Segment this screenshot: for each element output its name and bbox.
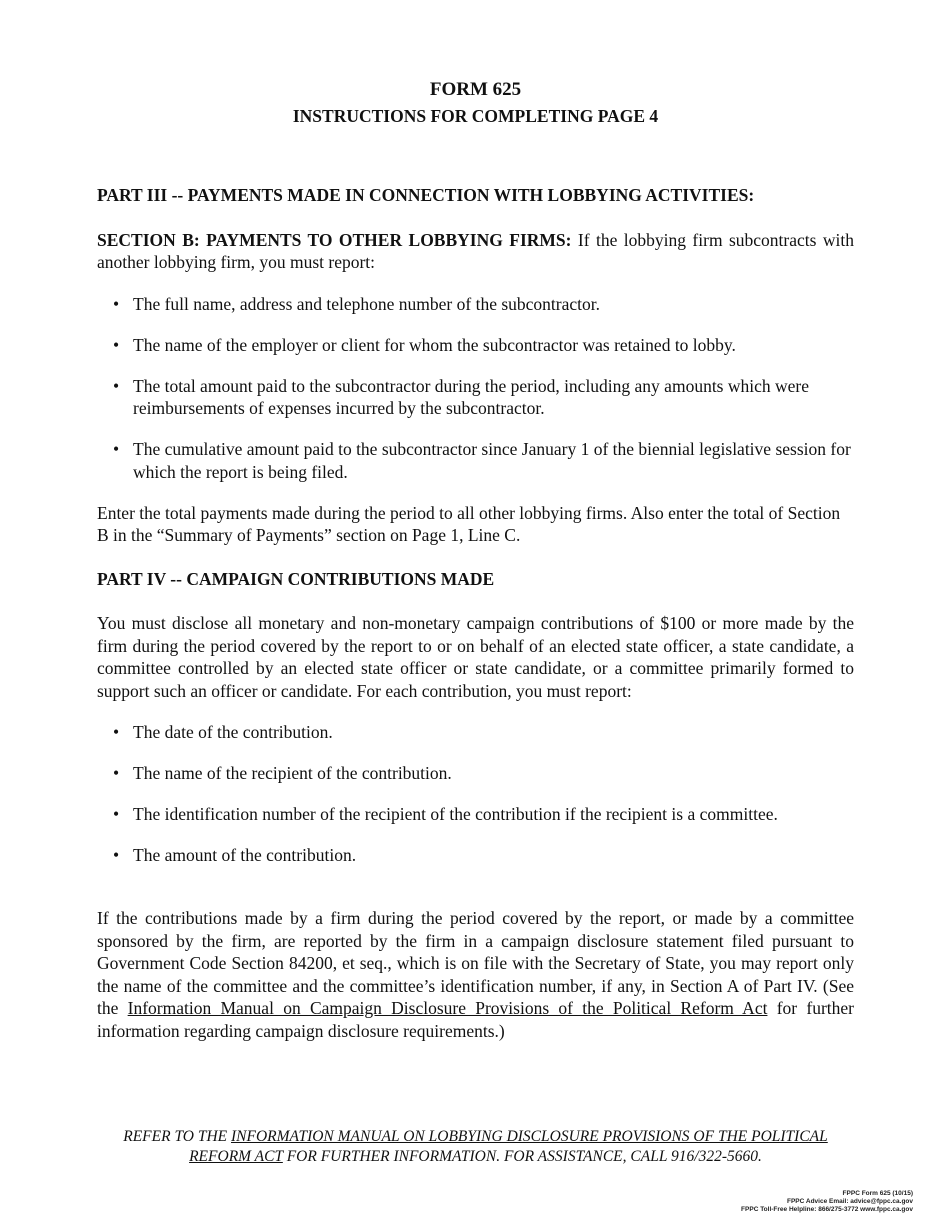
document-page	[97, 78, 854, 1042]
list-item: • The name of the recipient of the contribution.	[113, 763, 452, 784]
list-item: • The name of the employer or client for whom the subcontractor was retained to lobby.	[113, 334, 736, 355]
list-item: • The amount of the contribution.	[113, 845, 357, 866]
helpline: FPPC Toll-Free Helpline: 866/275-3772 www.fppc.ca.gov	[741, 1206, 913, 1213]
part-iv-heading: PART IV -- CAMPAIGN CONTRIBUTIONS MADE	[97, 569, 495, 590]
list-item: • The date of the contribution.	[113, 722, 333, 743]
part-iv-closing-paragraph: If the contributions made by a firm during the period covered by the report, or made by a committee sponsored by the firm, are reported by the firm in a campaign disclosure statement filed pursuant to Government Code Section 84200, et seq., which is on file with the Secretary of State, you may report only the name of the committee and the committee’s identification number, if any, in Section A of Part IV. (See the Information Manual on Campaign Disclosure Provisions of the Political Reform Act for further information regarding campaign disclosure requirements.)	[97, 908, 854, 1041]
list-item: • The cumulative amount paid to the subcontractor since January 1 of the biennial legislative session for which the report is being filed.	[113, 439, 851, 482]
section-b-text: If the lobbying firm subcontracts with another lobbying firm, you must report:	[97, 230, 854, 273]
bullet-icon: •	[113, 293, 120, 314]
bullet-icon: •	[113, 375, 120, 396]
contribution-report-list	[97, 721, 854, 866]
campaign-manual-link[interactable]: Information Manual on Campaign Disclosure Provisions of the Political Reform Act	[127, 998, 768, 1019]
refer-note: REFER TO THE INFORMATION MANUAL ON LOBBYING DISCLOSURE PROVISIONS OF THE POLITICAL REFORM ACT FOR FURTHER INFORMATION. FOR ASSISTANCE, CALL 916/322-5660.	[123, 1128, 828, 1165]
part-iii-heading: PART III -- PAYMENTS MADE IN CONNECTION WITH LOBBYING ACTIVITIES:	[97, 185, 755, 205]
subcontractor-report-list	[97, 293, 854, 483]
form-title: FORM 625	[429, 79, 522, 100]
section-b-closing-paragraph: Enter the total payments made during the period to all other lobbying firms. Also enter the total of Section B in the “Summary of Payments” section on Page 1, Line C.	[97, 502, 841, 546]
section-b-paragraph	[97, 229, 854, 274]
form-id: FPPC Form 625 (10/15)	[842, 1190, 913, 1197]
fppc-footer	[741, 1190, 913, 1214]
part-iv-intro-paragraph: You must disclose all monetary and non-monetary campaign contributions of $100 or more made by the firm during the period covered by the report to or on behalf of an elected state officer, a state candidate, a committee controlled by an elected state officer or state candidate, or a committee primarily formed to support such an officer or candidate. For each contribution, you must report:	[97, 613, 854, 701]
bullet-icon: •	[113, 439, 120, 460]
list-item: • The full name, address and telephone number of the subcontractor.	[113, 293, 600, 314]
lobbying-manual-link[interactable]: INFORMATION MANUAL ON LOBBYING DISCLOSURE PROVISIONS OF THE POLITICAL REFORM ACT	[189, 1128, 828, 1165]
bullet-icon: •	[113, 334, 120, 355]
bullet-icon: •	[113, 722, 120, 743]
advice-email: FPPC Advice Email: advice@fppc.ca.gov	[786, 1198, 913, 1205]
list-item: • The identification number of the recipient of the contribution if the recipient is a committee.	[113, 804, 778, 825]
section-b-label: SECTION B: PAYMENTS TO OTHER LOBBYING FIRMS:	[97, 230, 572, 250]
bullet-icon: •	[113, 804, 120, 825]
bullet-icon: •	[113, 845, 120, 866]
form-subtitle: INSTRUCTIONS FOR COMPLETING PAGE 4	[292, 106, 659, 126]
list-item: • The total amount paid to the subcontractor during the period, including any amounts which were reimbursements of expenses incurred by the subcontractor.	[113, 375, 810, 419]
bullet-icon: •	[113, 763, 120, 784]
